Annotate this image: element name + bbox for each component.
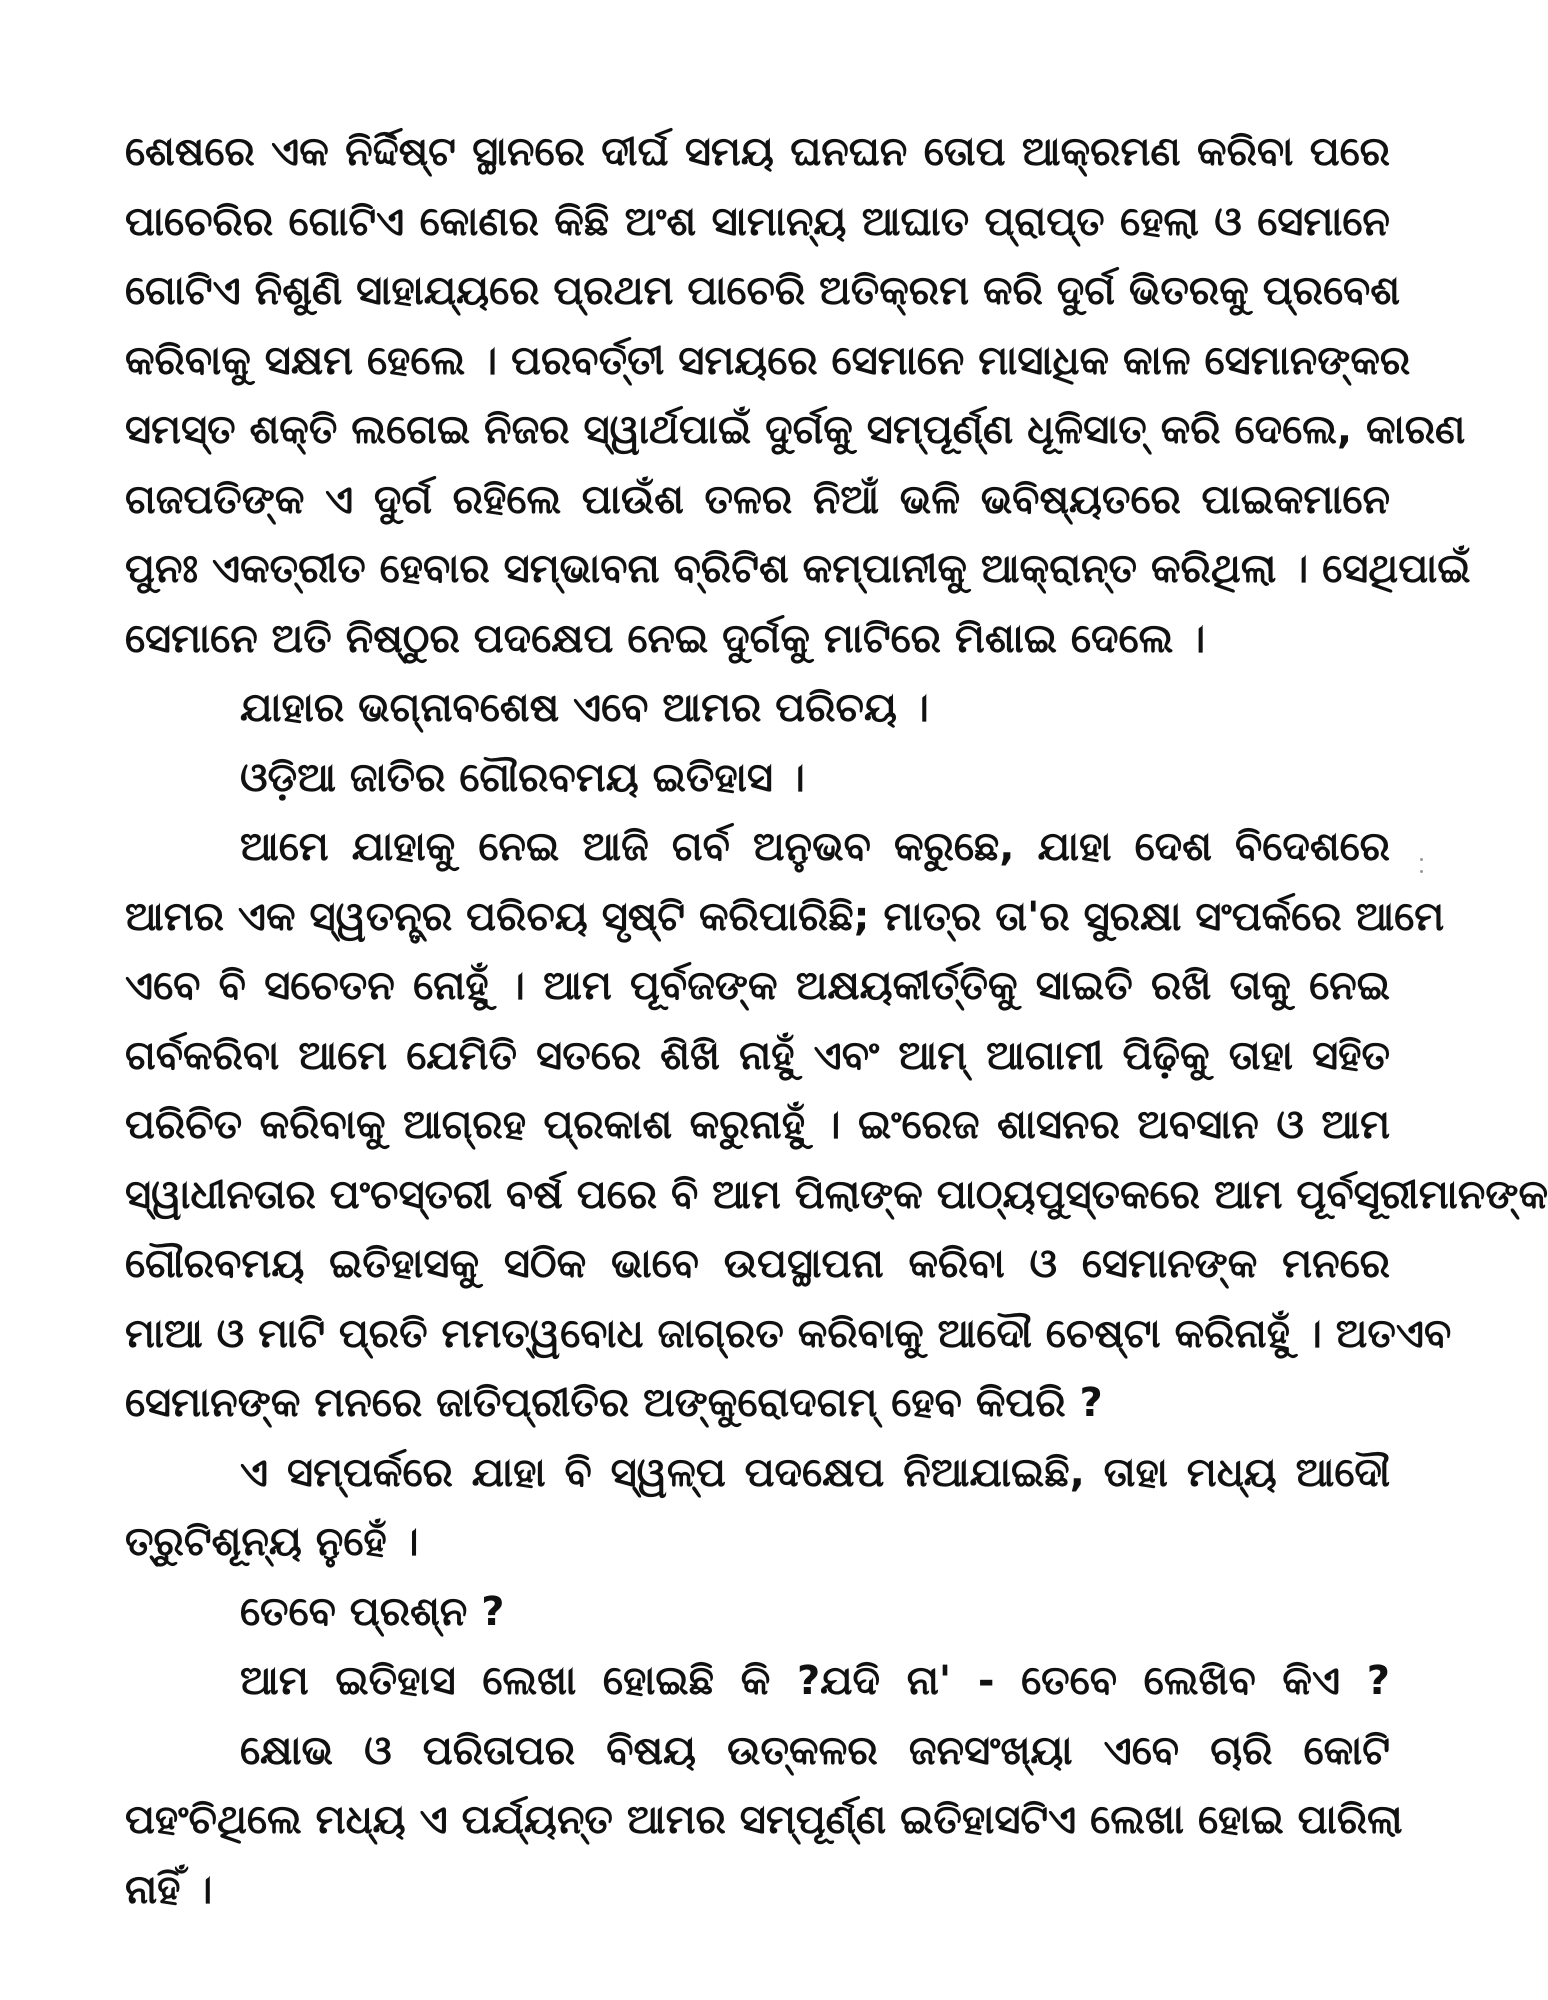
text-line: ସେମାନଙ୍କ ମନରେ ଜାତିପ୍ରୀତିର ଅଙ୍କୁରୋଦଗମ୍ ହେବ କିପରି ? — [125, 1380, 1103, 1426]
text-line: ଓଡ଼ିଆ ଜାତିର ଗୌରବମୟ ଇତିହାସ । — [240, 754, 805, 801]
text-line: ଆମର ଏକ ସ୍ୱତନ୍ତ୍ର ପରିଚୟ ସୃଷ୍ଟି କରିପାରିଛି; ମାତ୍ର ତା'ର ସୁରକ୍ଷା ସଂପର୍କରେ ଆମେ — [125, 893, 1445, 940]
text-line: ଆମ ଇତିହାସ ଲେଖା ହୋଇଛି କି ?ଯଦି ନା' - ତେବେ ଲେଖିବ କିଏ ? — [240, 1658, 1390, 1704]
body-text — [125, 118, 1548, 1925]
text-line: ଏ ସମ୍ପର୍କରେ ଯାହା ବି ସ୍ୱଳ୍ପ ପଦକ୍ଷେପ ନିଆଯାଇଛି, ତାହା ମଧ୍ୟ ଆଦୌ — [240, 1449, 1390, 1496]
scan-speck — [1420, 858, 1423, 861]
text-line: ପୁନଃ ଏକତ୍ରୀତ ହେବାର ସମ୍ଭାବନା ବ୍ରିଟିଶ କମ୍ପାନୀକୁ ଆକ୍ରାନ୍ତ କରିଥିଲା । ସେଥିପାଇଁ — [125, 546, 1471, 592]
text-line: ଗଜପତିଙ୍କ ଏ ଦୁର୍ଗ ରହିଲେ ପାଉଁଶ ତଳର ନିଆଁ ଭଳି ଭବିଷ୍ୟତରେ ପାଇକମାନେ — [125, 476, 1390, 523]
scan-speck — [1420, 870, 1423, 873]
text-line: ଆମେ ଯାହାକୁ ନେଇ ଆଜି ଗର୍ବ ଅନୁଭବ କରୁଛେ, ଯାହା ଦେଶ ବିଦେଶରେ — [240, 824, 1390, 870]
text-line: ତେବେ ପ୍ରଶ୍ନ ? — [240, 1588, 505, 1635]
text-line: ସ୍ୱାଧୀନତାର ପଂଚସ୍ତରୀ ବର୍ଷ ପରେ ବି ଆମ ପିଲାଙ୍କ ପାଠ୍ୟପୁସ୍ତକରେ ଆମ ପୂର୍ବସୂରୀମାନଙ୍କ — [125, 1171, 1548, 1218]
text-line: ପହଂଚିଥିଲେ ମଧ୍ୟ ଏ ପର୍ଯ୍ୟନ୍ତ ଆମର ସମ୍ପୂର୍ଣ୍ଣ ଇତିହାସଟିଏ ଲେଖା ହୋଇ ପାରିଲା — [125, 1797, 1403, 1843]
text-line: ମାଆ ଓ ମାଟି ପ୍ରତି ମମତ୍ୱବୋଧ ଜାଗ୍ରତ କରିବାକୁ ଆଦୌ ଚେଷ୍ଟା କରିନାହୁଁ । ଅତଏବ — [125, 1310, 1452, 1357]
text-line: କରିବାକୁ ସକ୍ଷମ ହେଲେ । ପରବର୍ତ୍ତୀ ସମୟରେ ସେମାନେ ମାସାଧିକ କାଳ ସେମାନଙ୍କର — [125, 337, 1411, 384]
text-line: ଗୌରବମୟ ଇତିହାସକୁ ସଠିକ ଭାବେ ଉପସ୍ଥାପନା କରିବା ଓ ସେମାନଙ୍କ ମନରେ — [125, 1241, 1390, 1287]
text-line: ଯାହାର ଭଗ୍ନାବଶେଷ ଏବେ ଆମର ପରିଚୟ । — [240, 685, 929, 731]
text-line: କ୍ଷୋଭ ଓ ପରିତାପର ବିଷୟ ଉତ୍କଳର ଜନସଂଖ୍ୟା ଏବେ ଚାରି କୋଟି — [240, 1727, 1390, 1774]
text-line: ସମସ୍ତ ଶକ୍ତି ଲଗେଇ ନିଜର ସ୍ୱାର୍ଥପାଇଁ ଦୁର୍ଗକୁ ସମ୍ପୂର୍ଣ୍ଣ ଧୂଳିସାତ୍ କରି ଦେଲେ, କାରଣ — [125, 407, 1466, 453]
text-line: ଏବେ ବି ସଚେତନ ନୋହୁଁ । ଆମ ପୂର୍ବଜଙ୍କ ଅକ୍ଷୟକୀର୍ତ୍ତିକୁ ସାଇତି ରଖି ତାକୁ ନେଇ — [125, 963, 1390, 1009]
text-line: ନାହିଁ । — [125, 1866, 213, 1913]
text-line: ତ୍ରୁଟିଶୂନ୍ୟ ନୁହେଁ । — [125, 1519, 419, 1565]
text-line: ଶେଷରେ ଏକ ନିର୍ଦ୍ଦିଷ୍ଟ ସ୍ଥାନରେ ଦୀର୍ଘ ସମୟ ଘନଘନ ତୋପ ଆକ୍ରମଣ କରିବା ପରେ — [125, 129, 1390, 175]
text-line: ପରିଚିତ କରିବାକୁ ଆଗ୍ରହ ପ୍ରକାଶ କରୁନାହୁଁ । ଇଂରେଜ ଶାସନର ଅବସାନ ଓ ଆମ — [125, 1102, 1390, 1148]
text-line: ଗର୍ବକରିବା ଆମେ ଯେମିତି ସତରେ ଶିଖି ନାହୁଁ ଏବଂ ଆମ୍ ଆଗାମୀ ପିଢ଼ିକୁ ତାହା ସହିତ — [125, 1032, 1390, 1079]
text-line: ପାଚେରିର ଗୋଟିଏ କୋଣର କିଛି ଅଂଶ ସାମାନ୍ୟ ଆଘାତ ପ୍ରାପ୍ତ ହେଲା ଓ ସେମାନେ — [125, 198, 1390, 245]
text-line: ସେମାନେ ଅତି ନିଷ୍ଠୁର ପଦକ୍ଷେପ ନେଇ ଦୁର୍ଗକୁ ମାଟିରେ ମିଶାଇ ଦେଲେ । — [125, 615, 1206, 662]
text-line: ଗୋଟିଏ ନିଶୁଣି ସାହାଯ୍ୟରେ ପ୍ରଥମ ପାଚେରି ଅତିକ୍ରମ କରି ଦୁର୍ଗ ଭିତରକୁ ପ୍ରବେଶ — [125, 268, 1401, 314]
